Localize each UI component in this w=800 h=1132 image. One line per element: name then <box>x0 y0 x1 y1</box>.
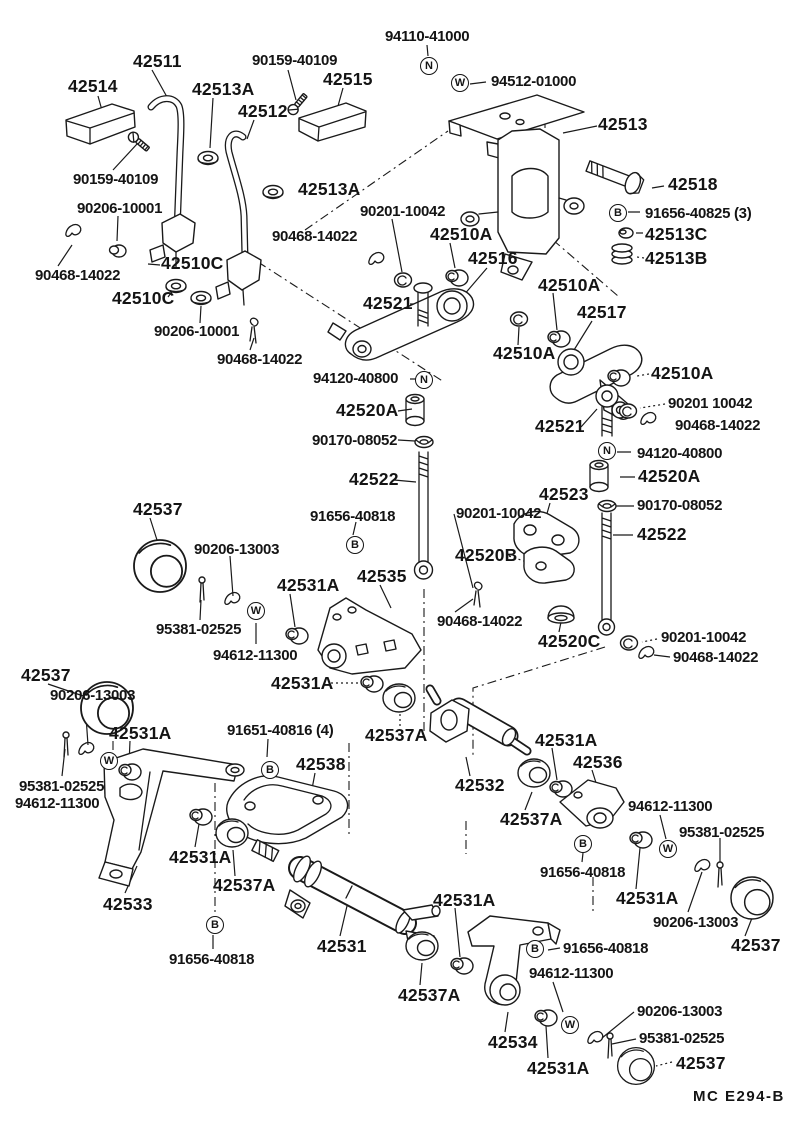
part-label-90468-14022: 90468-14022 <box>673 649 759 666</box>
part-label-42517: 42517 <box>577 302 627 322</box>
part-label-90468-14022: 90468-14022 <box>217 351 303 368</box>
part-label-90206-13003: 90206-13003 <box>653 914 739 931</box>
part-label-42513c: 42513C <box>645 224 708 244</box>
part-label-94512-01000: 94512-01000 <box>491 73 577 90</box>
part-label-90201-10042: 90201 10042 <box>668 395 753 412</box>
part-label-90468-14022: 90468-14022 <box>35 267 121 284</box>
part-label-42537a: 42537A <box>500 809 563 829</box>
part-label-95381-02525: 95381-02525 <box>639 1030 725 1047</box>
part-label-42537a: 42537A <box>213 875 276 895</box>
part-label-91656-40818: 91656-40818 <box>169 951 255 968</box>
circled-w-symbol: W <box>659 840 677 858</box>
part-label-42531a: 42531A <box>271 673 334 693</box>
part-label-42537a: 42537A <box>365 725 428 745</box>
part-label-90159-40109: 90159-40109 <box>73 171 159 188</box>
part-label-90206-13003: 90206-13003 <box>50 687 136 704</box>
circled-n-symbol: N <box>598 442 616 460</box>
part-label-42510a: 42510A <box>651 363 714 383</box>
circled-b-symbol: B <box>206 916 224 934</box>
part-label-42515: 42515 <box>323 69 373 89</box>
part-label-90468-14022: 90468-14022 <box>272 228 358 245</box>
part-label-42533: 42533 <box>103 894 153 914</box>
part-label-42537: 42537 <box>731 935 781 955</box>
part-label-91656-40818: 91656-40818 <box>310 508 396 525</box>
part-label-42510a: 42510A <box>493 343 556 363</box>
part-label-91656-40818: 91656-40818 <box>540 864 626 881</box>
part-label-42521: 42521 <box>363 293 413 313</box>
part-label-42510a: 42510A <box>430 224 493 244</box>
part-label-94120-40800: 94120-40800 <box>637 445 723 462</box>
part-label-42510c: 42510C <box>161 253 224 273</box>
part-label-91651-40816-4-: 91651-40816 (4) <box>227 722 334 739</box>
part-label-90201-10042: 90201-10042 <box>456 505 542 522</box>
part-label-90468-14022: 90468-14022 <box>437 613 523 630</box>
part-label-90170-08052: 90170-08052 <box>637 497 723 514</box>
part-label-91656-40818: 91656-40818 <box>563 940 649 957</box>
part-label-90201-10042: 90201-10042 <box>661 629 747 646</box>
part-label-90159-40109: 90159-40109 <box>252 52 338 69</box>
part-label-42537: 42537 <box>676 1053 726 1073</box>
part-label-94612-11300: 94612-11300 <box>628 798 713 815</box>
part-label-42536: 42536 <box>573 752 623 772</box>
part-label-42513a: 42513A <box>298 179 361 199</box>
part-label-42531a: 42531A <box>109 723 172 743</box>
part-label-42520a: 42520A <box>638 466 701 486</box>
part-label-42516: 42516 <box>468 248 518 268</box>
part-label-42538: 42538 <box>296 754 346 774</box>
part-label-42523: 42523 <box>539 484 589 504</box>
part-label-95381-02525: 95381-02525 <box>19 778 105 795</box>
part-label-94110-41000: 94110-41000 <box>385 28 470 45</box>
circled-w-symbol: W <box>451 74 469 92</box>
part-label-90170-08052: 90170-08052 <box>312 432 398 449</box>
part-label-90206-13003: 90206-13003 <box>637 1003 723 1020</box>
part-label-42522: 42522 <box>349 469 399 489</box>
circled-n-symbol: N <box>415 371 433 389</box>
circled-b-symbol: B <box>261 761 279 779</box>
part-label-90206-10001: 90206-10001 <box>77 200 163 217</box>
part-label-94120-40800: 94120-40800 <box>313 370 399 387</box>
part-label-42518: 42518 <box>668 174 718 194</box>
part-label-42520c: 42520C <box>538 631 601 651</box>
part-label-95381-02525: 95381-02525 <box>679 824 765 841</box>
part-label-42537: 42537 <box>133 499 183 519</box>
part-label-42521: 42521 <box>535 416 585 436</box>
figure-code: MC E294-B <box>693 1088 785 1105</box>
circled-w-symbol: W <box>100 752 118 770</box>
part-label-90206-13003: 90206-13003 <box>194 541 280 558</box>
part-label-42531a: 42531A <box>535 730 598 750</box>
circled-w-symbol: W <box>561 1016 579 1034</box>
circled-b-symbol: B <box>346 536 364 554</box>
part-label-42510a: 42510A <box>538 275 601 295</box>
part-label-42513: 42513 <box>598 114 648 134</box>
circled-b-symbol: B <box>609 204 627 222</box>
part-label-42531a: 42531A <box>169 847 232 867</box>
circled-w-symbol: W <box>247 602 265 620</box>
part-label-42512: 42512 <box>238 101 288 121</box>
part-label-42514: 42514 <box>68 76 118 96</box>
part-label-42535: 42535 <box>357 566 407 586</box>
part-label-42510c: 42510C <box>112 288 175 308</box>
part-label-42537a: 42537A <box>398 985 461 1005</box>
part-label-94612-11300: 94612-11300 <box>15 795 100 812</box>
part-label-42531a: 42531A <box>277 575 340 595</box>
part-label-42522: 42522 <box>637 524 687 544</box>
part-label-91656-40825-3-: 91656-40825 (3) <box>645 205 752 222</box>
part-label-42531a: 42531A <box>527 1058 590 1078</box>
part-label-94612-11300: 94612-11300 <box>213 647 298 664</box>
part-label-42531: 42531 <box>317 936 367 956</box>
part-label-42534: 42534 <box>488 1032 538 1052</box>
part-label-42531a: 42531A <box>616 888 679 908</box>
part-label-42520a: 42520A <box>336 400 399 420</box>
part-label-42520b: 42520B <box>455 545 518 565</box>
circled-b-symbol: B <box>526 940 544 958</box>
part-label-42513a: 42513A <box>192 79 255 99</box>
part-label-90206-10001: 90206-10001 <box>154 323 240 340</box>
part-label-95381-02525: 95381-02525 <box>156 621 242 638</box>
part-label-42532: 42532 <box>455 775 505 795</box>
part-label-42537: 42537 <box>21 665 71 685</box>
part-label-42531a: 42531A <box>433 890 496 910</box>
part-label-42511: 42511 <box>133 51 182 71</box>
part-label-42513b: 42513B <box>645 248 708 268</box>
part-label-90468-14022: 90468-14022 <box>675 417 761 434</box>
circled-n-symbol: N <box>420 57 438 75</box>
circled-b-symbol: B <box>574 835 592 853</box>
part-label-90201-10042: 90201-10042 <box>360 203 446 220</box>
part-label-94612-11300: 94612-11300 <box>529 965 614 982</box>
